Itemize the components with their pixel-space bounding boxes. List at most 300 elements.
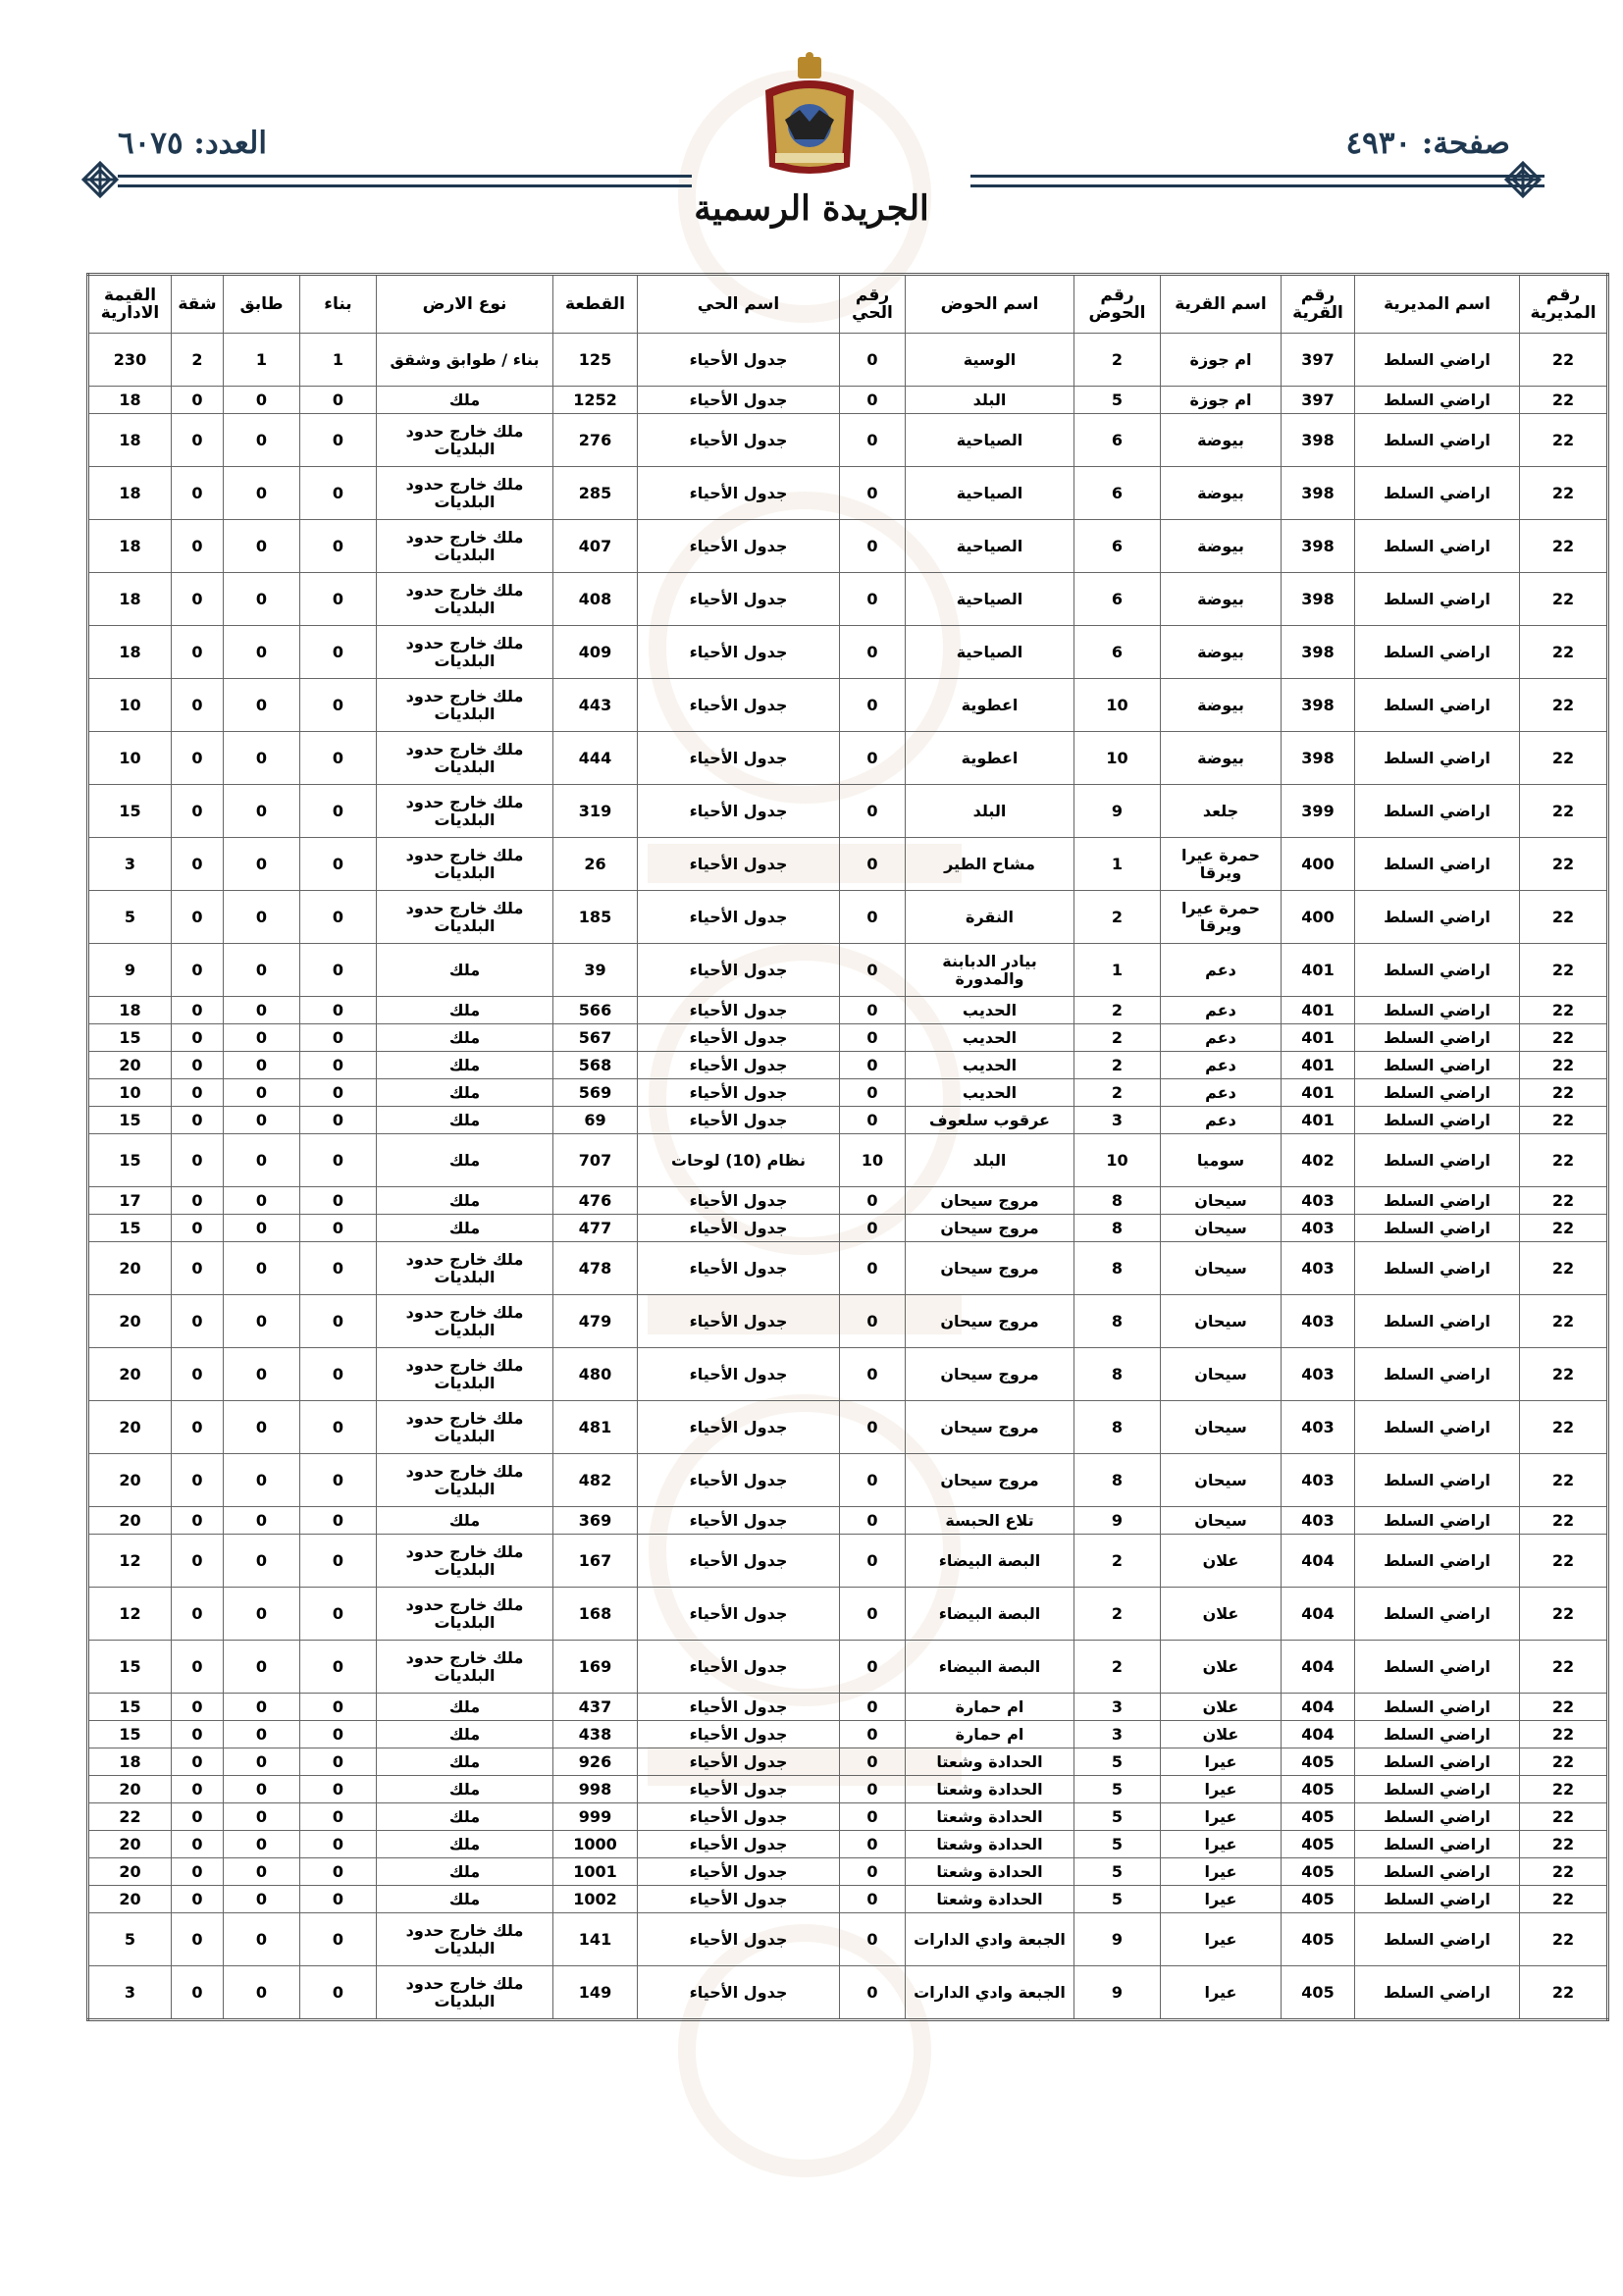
cell-district-number: 0 (840, 1401, 906, 1454)
cell-basin-name: الصياحية (906, 626, 1074, 679)
cell-district-name: جدول الأحياء (638, 1242, 840, 1295)
cell-district-number: 0 (840, 1913, 906, 1966)
table-row (88, 334, 1608, 387)
cell-basin-number: 2 (1074, 891, 1161, 944)
cell-apartment: 0 (172, 1215, 224, 1242)
cell-directorate-number: 22 (1520, 1913, 1608, 1966)
cell-basin-name: اعطوية (906, 732, 1074, 785)
cell-directorate-number: 22 (1520, 1776, 1608, 1803)
cell-district-number: 0 (840, 1535, 906, 1588)
column-header-district-number: رقم الحي (840, 275, 906, 334)
cell-district-name: جدول الأحياء (638, 1966, 840, 2020)
cell-directorate-number: 22 (1520, 573, 1608, 626)
cell-building: 0 (300, 1694, 377, 1721)
cell-apartment: 0 (172, 1966, 224, 2020)
cell-village-number: 403 (1282, 1215, 1355, 1242)
cell-apartment: 0 (172, 414, 224, 467)
cell-district-number: 0 (840, 1858, 906, 1886)
cell-floor: 0 (224, 1588, 300, 1641)
cell-district-number: 0 (840, 1454, 906, 1507)
cell-directorate-number: 22 (1520, 1348, 1608, 1401)
table-row (88, 1295, 1608, 1348)
cell-building: 0 (300, 1588, 377, 1641)
cell-admin-value: 20 (88, 1348, 172, 1401)
cell-village-number: 403 (1282, 1295, 1355, 1348)
cell-basin-name: الصياحية (906, 573, 1074, 626)
cell-land-type: ملك (377, 1886, 553, 1913)
cell-basin-name: ام حمارة (906, 1694, 1074, 1721)
cell-land-type: ملك خارج حدود البلديات (377, 573, 553, 626)
cell-apartment: 0 (172, 1052, 224, 1079)
cell-village-number: 404 (1282, 1641, 1355, 1694)
cell-directorate-number: 22 (1520, 1641, 1608, 1694)
table-row (88, 891, 1608, 944)
cell-admin-value: 3 (88, 1966, 172, 2020)
cell-directorate-number: 22 (1520, 1242, 1608, 1295)
cell-parcel: 443 (553, 679, 638, 732)
cell-directorate-name: اراضي السلط (1355, 1776, 1520, 1803)
cell-building: 0 (300, 1507, 377, 1535)
cell-basin-number: 9 (1074, 1913, 1161, 1966)
cell-directorate-name: اراضي السلط (1355, 1535, 1520, 1588)
cell-district-name: جدول الأحياء (638, 997, 840, 1024)
table-row (88, 1721, 1608, 1748)
column-header-parcel: القطعة (553, 275, 638, 334)
header-rule-left (118, 175, 692, 187)
cell-floor: 0 (224, 387, 300, 414)
table-row (88, 1886, 1608, 1913)
cell-apartment: 0 (172, 1886, 224, 1913)
cell-district-name: جدول الأحياء (638, 838, 840, 891)
cell-district-name: جدول الأحياء (638, 1215, 840, 1242)
cell-directorate-number: 22 (1520, 520, 1608, 573)
cell-directorate-name: اراضي السلط (1355, 1107, 1520, 1134)
cell-village-name: عيرا (1161, 1776, 1282, 1803)
cell-basin-number: 3 (1074, 1107, 1161, 1134)
cell-land-type: ملك خارج حدود البلديات (377, 1966, 553, 2020)
cell-directorate-number: 22 (1520, 1535, 1608, 1588)
cell-directorate-name: اراضي السلط (1355, 334, 1520, 387)
cell-village-name: سيحان (1161, 1348, 1282, 1401)
cell-district-name: جدول الأحياء (638, 1348, 840, 1401)
cell-basin-number: 2 (1074, 1641, 1161, 1694)
cell-district-number: 0 (840, 1024, 906, 1052)
cell-admin-value: 18 (88, 414, 172, 467)
cell-floor: 0 (224, 1079, 300, 1107)
cell-basin-name: الحدادة وشعتا (906, 1776, 1074, 1803)
column-header-building: بناء (300, 275, 377, 334)
cell-district-name: جدول الأحياء (638, 1079, 840, 1107)
cell-land-type: بناء / طوابق وشقق (377, 334, 553, 387)
cell-directorate-name: اراضي السلط (1355, 1966, 1520, 2020)
cell-basin-number: 1 (1074, 838, 1161, 891)
cell-apartment: 0 (172, 1913, 224, 1966)
cell-admin-value: 20 (88, 1858, 172, 1886)
cell-district-number: 0 (840, 1966, 906, 2020)
cell-admin-value: 18 (88, 387, 172, 414)
cell-district-name: جدول الأحياء (638, 944, 840, 997)
cell-building: 0 (300, 1024, 377, 1052)
table-header-row (88, 275, 1608, 334)
cell-basin-name: البصة البيضاء (906, 1535, 1074, 1588)
cell-apartment: 0 (172, 520, 224, 573)
cell-village-name: سيحان (1161, 1454, 1282, 1507)
table-row (88, 520, 1608, 573)
cell-directorate-name: اراضي السلط (1355, 1024, 1520, 1052)
cell-village-name: دعم (1161, 997, 1282, 1024)
cell-basin-name: الحدادة وشعتا (906, 1831, 1074, 1858)
cell-apartment: 0 (172, 1748, 224, 1776)
cell-village-name: عيرا (1161, 1858, 1282, 1886)
cell-land-type: ملك خارج حدود البلديات (377, 626, 553, 679)
cell-basin-name: الوسية (906, 334, 1074, 387)
cell-building: 0 (300, 1348, 377, 1401)
cell-district-name: جدول الأحياء (638, 1694, 840, 1721)
cell-basin-number: 5 (1074, 1886, 1161, 1913)
cell-admin-value: 3 (88, 838, 172, 891)
table-row (88, 679, 1608, 732)
cell-basin-name: مشاح الطير (906, 838, 1074, 891)
table-row (88, 626, 1608, 679)
cell-village-name: عيرا (1161, 1803, 1282, 1831)
cell-district-name: جدول الأحياء (638, 1295, 840, 1348)
cell-basin-number: 2 (1074, 1052, 1161, 1079)
cell-parcel: 69 (553, 1107, 638, 1134)
cell-building: 0 (300, 838, 377, 891)
table-row (88, 387, 1608, 414)
cell-basin-name: مروج سيحان (906, 1348, 1074, 1401)
cell-apartment: 0 (172, 573, 224, 626)
cell-land-type: ملك خارج حدود البلديات (377, 1242, 553, 1295)
cell-basin-number: 9 (1074, 1507, 1161, 1535)
cell-district-number: 0 (840, 1107, 906, 1134)
cell-directorate-name: اراضي السلط (1355, 1401, 1520, 1454)
cell-basin-number: 1 (1074, 944, 1161, 997)
cell-village-name: دعم (1161, 1079, 1282, 1107)
cell-floor: 0 (224, 1831, 300, 1858)
cell-floor: 0 (224, 732, 300, 785)
cell-parcel: 926 (553, 1748, 638, 1776)
cell-district-name: جدول الأحياء (638, 1535, 840, 1588)
cell-district-number: 0 (840, 1187, 906, 1215)
cell-basin-number: 8 (1074, 1348, 1161, 1401)
cell-basin-name: البصة البيضاء (906, 1588, 1074, 1641)
cell-admin-value: 20 (88, 1052, 172, 1079)
column-header-basin-name: اسم الحوض (906, 275, 1074, 334)
cell-parcel: 444 (553, 732, 638, 785)
cell-village-number: 403 (1282, 1348, 1355, 1401)
cell-admin-value: 15 (88, 1721, 172, 1748)
cell-directorate-name: اراضي السلط (1355, 1454, 1520, 1507)
page-number: صفحة: ٤٩٣٠ (1345, 126, 1510, 161)
cell-building: 0 (300, 1803, 377, 1831)
cell-village-number: 398 (1282, 414, 1355, 467)
cell-basin-name: اعطوية (906, 679, 1074, 732)
cell-basin-number: 2 (1074, 1079, 1161, 1107)
cell-village-number: 398 (1282, 626, 1355, 679)
cell-village-name: علان (1161, 1721, 1282, 1748)
cell-admin-value: 20 (88, 1454, 172, 1507)
cell-directorate-number: 22 (1520, 1588, 1608, 1641)
cell-district-number: 0 (840, 838, 906, 891)
cell-land-type: ملك (377, 1748, 553, 1776)
cell-apartment: 0 (172, 1694, 224, 1721)
cell-village-number: 404 (1282, 1535, 1355, 1588)
cell-floor: 0 (224, 1858, 300, 1886)
cell-village-number: 401 (1282, 1079, 1355, 1107)
table-row (88, 1966, 1608, 2020)
cell-land-type: ملك خارج حدود البلديات (377, 1401, 553, 1454)
cell-basin-number: 8 (1074, 1187, 1161, 1215)
cell-parcel: 167 (553, 1535, 638, 1588)
cell-basin-name: الحديب (906, 1052, 1074, 1079)
cell-floor: 0 (224, 1215, 300, 1242)
cell-land-type: ملك (377, 1187, 553, 1215)
cell-directorate-name: اراضي السلط (1355, 573, 1520, 626)
cell-basin-name: الحدادة وشعتا (906, 1886, 1074, 1913)
gazette-title: الجريدة الرسمية (694, 188, 929, 229)
cell-parcel: 407 (553, 520, 638, 573)
cell-basin-name: البلد (906, 1134, 1074, 1187)
cell-directorate-number: 22 (1520, 1134, 1608, 1187)
cell-district-name: جدول الأحياء (638, 1107, 840, 1134)
cell-directorate-number: 22 (1520, 1401, 1608, 1454)
table-row (88, 1052, 1608, 1079)
cell-apartment: 0 (172, 891, 224, 944)
table-row (88, 1535, 1608, 1588)
table-row (88, 1748, 1608, 1776)
cell-admin-value: 10 (88, 679, 172, 732)
table-row (88, 1242, 1608, 1295)
cell-building: 0 (300, 573, 377, 626)
cell-village-name: ام جوزة (1161, 334, 1282, 387)
cell-district-name: جدول الأحياء (638, 467, 840, 520)
cell-basin-name: الحدادة وشعتا (906, 1748, 1074, 1776)
cell-basin-number: 5 (1074, 1776, 1161, 1803)
cell-directorate-name: اراضي السلط (1355, 1242, 1520, 1295)
cell-land-type: ملك خارج حدود البلديات (377, 732, 553, 785)
cell-directorate-name: اراضي السلط (1355, 1748, 1520, 1776)
cell-parcel: 149 (553, 1966, 638, 2020)
cell-floor: 0 (224, 1886, 300, 1913)
cell-directorate-number: 22 (1520, 1721, 1608, 1748)
cell-building: 0 (300, 1242, 377, 1295)
cell-village-name: سيحان (1161, 1295, 1282, 1348)
cell-directorate-name: اراضي السلط (1355, 785, 1520, 838)
cell-apartment: 0 (172, 1107, 224, 1134)
cell-directorate-name: اراضي السلط (1355, 1079, 1520, 1107)
table-row (88, 1107, 1608, 1134)
cell-district-number: 0 (840, 891, 906, 944)
cell-land-type: ملك (377, 1134, 553, 1187)
cell-basin-name: الحديب (906, 1079, 1074, 1107)
cell-apartment: 0 (172, 467, 224, 520)
cell-building: 1 (300, 334, 377, 387)
coat-of-arms-icon (756, 51, 864, 181)
cell-basin-name: الصياحية (906, 520, 1074, 573)
cell-building: 0 (300, 467, 377, 520)
cell-parcel: 169 (553, 1641, 638, 1694)
cell-directorate-number: 22 (1520, 334, 1608, 387)
cell-basin-name: تلاع الحبسة (906, 1507, 1074, 1535)
cell-land-type: ملك خارج حدود البلديات (377, 891, 553, 944)
cell-directorate-number: 22 (1520, 1507, 1608, 1535)
cell-land-type: ملك (377, 1721, 553, 1748)
cell-basin-number: 6 (1074, 626, 1161, 679)
cell-parcel: 125 (553, 334, 638, 387)
cell-building: 0 (300, 679, 377, 732)
cell-district-number: 0 (840, 1348, 906, 1401)
cell-directorate-number: 22 (1520, 1694, 1608, 1721)
cell-district-name: جدول الأحياء (638, 1024, 840, 1052)
cell-district-name: جدول الأحياء (638, 1187, 840, 1215)
cell-floor: 0 (224, 1913, 300, 1966)
cell-directorate-name: اراضي السلط (1355, 1831, 1520, 1858)
cell-district-name: جدول الأحياء (638, 1803, 840, 1831)
cell-floor: 0 (224, 1535, 300, 1588)
cell-village-number: 405 (1282, 1886, 1355, 1913)
cell-land-type: ملك خارج حدود البلديات (377, 679, 553, 732)
table-row (88, 1348, 1608, 1401)
cell-basin-number: 6 (1074, 520, 1161, 573)
cell-admin-value: 12 (88, 1535, 172, 1588)
cell-village-name: دعم (1161, 1052, 1282, 1079)
table-row (88, 732, 1608, 785)
cell-apartment: 0 (172, 1641, 224, 1694)
cell-district-name: جدول الأحياء (638, 1454, 840, 1507)
cell-district-number: 0 (840, 785, 906, 838)
cell-admin-value: 18 (88, 997, 172, 1024)
column-header-directorate-name: اسم المديرية (1355, 275, 1520, 334)
cell-directorate-name: اراضي السلط (1355, 1858, 1520, 1886)
cell-district-number: 0 (840, 944, 906, 997)
cell-district-name: جدول الأحياء (638, 891, 840, 944)
cell-building: 0 (300, 1079, 377, 1107)
cell-district-number: 0 (840, 334, 906, 387)
cell-floor: 0 (224, 1348, 300, 1401)
cell-apartment: 0 (172, 997, 224, 1024)
cell-floor: 0 (224, 679, 300, 732)
cell-apartment: 0 (172, 1134, 224, 1187)
cell-parcel: 369 (553, 1507, 638, 1535)
cell-basin-name: الصياحية (906, 467, 1074, 520)
cell-floor: 0 (224, 1187, 300, 1215)
cell-directorate-number: 22 (1520, 1858, 1608, 1886)
cell-village-number: 405 (1282, 1831, 1355, 1858)
cell-land-type: ملك خارج حدود البلديات (377, 838, 553, 891)
cell-district-number: 0 (840, 1641, 906, 1694)
cell-admin-value: 10 (88, 732, 172, 785)
cell-district-number: 0 (840, 1588, 906, 1641)
cell-district-number: 0 (840, 520, 906, 573)
cell-admin-value: 12 (88, 1588, 172, 1641)
cell-district-name: جدول الأحياء (638, 573, 840, 626)
cell-floor: 0 (224, 891, 300, 944)
cell-village-name: سوميا (1161, 1134, 1282, 1187)
cell-land-type: ملك (377, 1215, 553, 1242)
cell-village-name: عيرا (1161, 1748, 1282, 1776)
cell-floor: 0 (224, 1721, 300, 1748)
cell-land-type: ملك (377, 1507, 553, 1535)
cell-admin-value: 20 (88, 1831, 172, 1858)
cell-district-name: جدول الأحياء (638, 1052, 840, 1079)
cell-directorate-number: 22 (1520, 387, 1608, 414)
cell-admin-value: 20 (88, 1886, 172, 1913)
cell-district-number: 0 (840, 997, 906, 1024)
cell-floor: 0 (224, 1454, 300, 1507)
cell-directorate-number: 22 (1520, 1803, 1608, 1831)
cell-parcel: 707 (553, 1134, 638, 1187)
cell-parcel: 477 (553, 1215, 638, 1242)
cell-directorate-number: 22 (1520, 785, 1608, 838)
cell-village-number: 398 (1282, 467, 1355, 520)
cell-directorate-name: اراضي السلط (1355, 1913, 1520, 1966)
cell-village-name: جلعد (1161, 785, 1282, 838)
cell-land-type: ملك (377, 997, 553, 1024)
cell-district-number: 0 (840, 573, 906, 626)
cell-directorate-name: اراضي السلط (1355, 838, 1520, 891)
cell-district-number: 0 (840, 1052, 906, 1079)
cell-parcel: 1002 (553, 1886, 638, 1913)
cell-directorate-number: 22 (1520, 679, 1608, 732)
cell-admin-value: 15 (88, 1215, 172, 1242)
cell-basin-name: عرقوب سلعوف (906, 1107, 1074, 1134)
table-row (88, 1454, 1608, 1507)
cell-building: 0 (300, 944, 377, 997)
cell-directorate-name: اراضي السلط (1355, 1187, 1520, 1215)
cell-directorate-name: اراضي السلط (1355, 997, 1520, 1024)
cell-directorate-number: 22 (1520, 467, 1608, 520)
cell-basin-number: 8 (1074, 1401, 1161, 1454)
cell-land-type: ملك خارج حدود البلديات (377, 785, 553, 838)
cell-admin-value: 15 (88, 785, 172, 838)
cell-building: 0 (300, 1886, 377, 1913)
cell-directorate-name: اراضي السلط (1355, 944, 1520, 997)
table-row (88, 1024, 1608, 1052)
cell-village-name: حمرة عيرا ويرقا (1161, 838, 1282, 891)
cell-land-type: ملك خارج حدود البلديات (377, 414, 553, 467)
cell-village-name: سيحان (1161, 1187, 1282, 1215)
cell-land-type: ملك (377, 1776, 553, 1803)
cell-district-number: 0 (840, 679, 906, 732)
cell-district-number: 0 (840, 1215, 906, 1242)
cell-land-type: ملك خارج حدود البلديات (377, 1454, 553, 1507)
cell-admin-value: 18 (88, 467, 172, 520)
cell-parcel: 408 (553, 573, 638, 626)
column-header-basin-number: رقم الحوض (1074, 275, 1161, 334)
cell-district-name: جدول الأحياء (638, 1858, 840, 1886)
cell-village-number: 401 (1282, 1052, 1355, 1079)
cell-district-number: 0 (840, 626, 906, 679)
cell-basin-name: الحدادة وشعتا (906, 1858, 1074, 1886)
cell-directorate-number: 22 (1520, 1187, 1608, 1215)
cell-building: 0 (300, 626, 377, 679)
cell-directorate-name: اراضي السلط (1355, 1721, 1520, 1748)
cell-basin-name: الحدادة وشعتا (906, 1803, 1074, 1831)
cell-admin-value: 18 (88, 1748, 172, 1776)
cell-basin-name: مروج سيحان (906, 1242, 1074, 1295)
cell-admin-value: 18 (88, 626, 172, 679)
cell-village-number: 402 (1282, 1134, 1355, 1187)
cell-apartment: 0 (172, 626, 224, 679)
cell-floor: 0 (224, 1242, 300, 1295)
cell-village-name: علان (1161, 1588, 1282, 1641)
cell-building: 0 (300, 997, 377, 1024)
cell-district-number: 0 (840, 1776, 906, 1803)
cell-district-name: جدول الأحياء (638, 1831, 840, 1858)
cell-basin-number: 5 (1074, 1803, 1161, 1831)
cell-apartment: 0 (172, 1079, 224, 1107)
